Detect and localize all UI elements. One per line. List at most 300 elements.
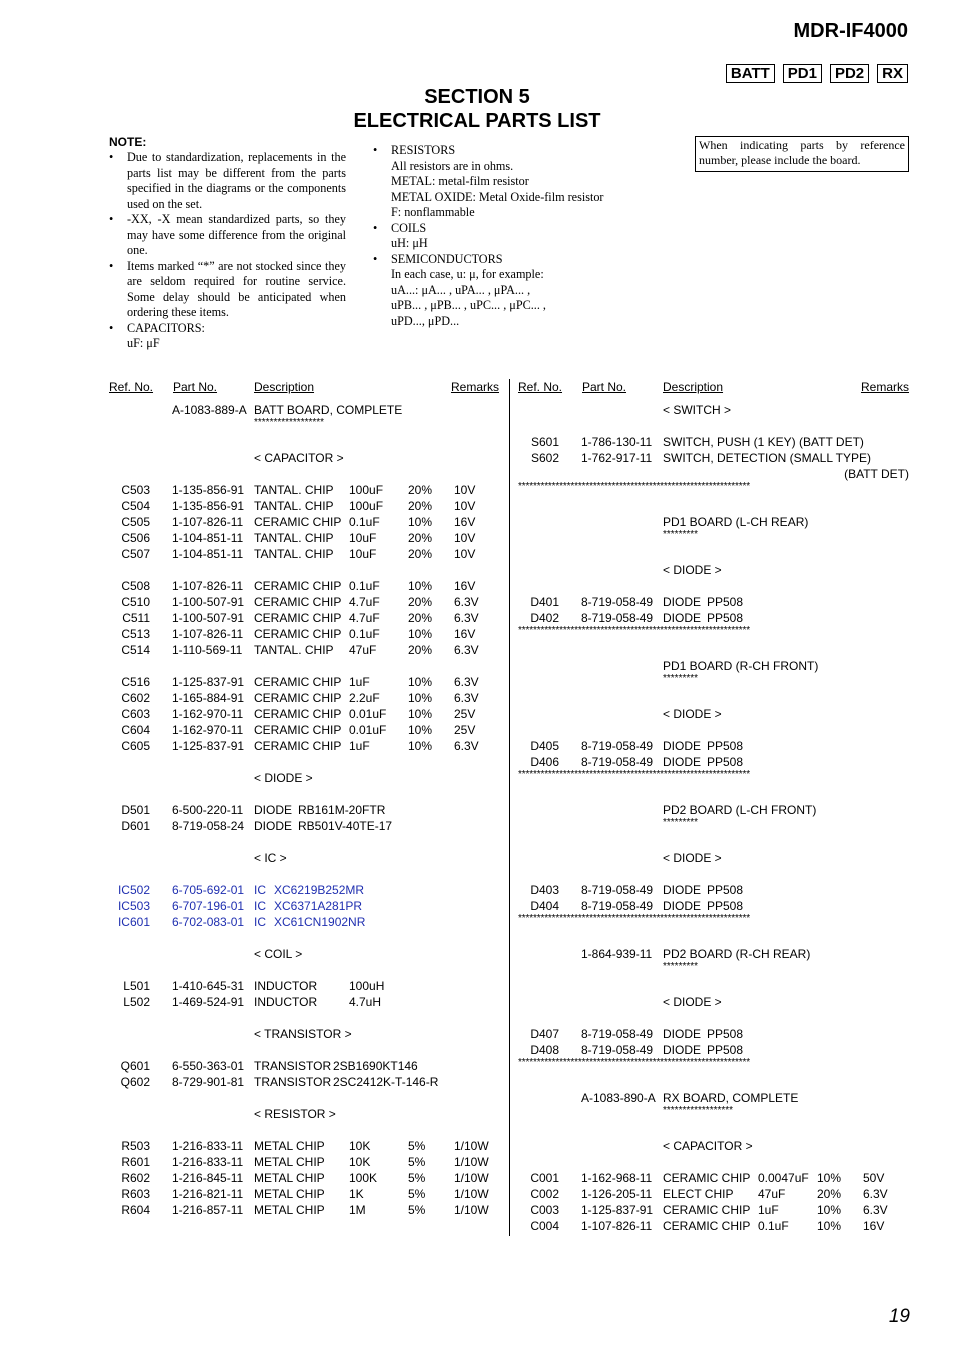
description: ****************** [254, 417, 325, 428]
part-no: 8-719-058-24 [172, 819, 245, 833]
ref-no: D406 [530, 755, 559, 769]
tolerance: 20% [408, 547, 433, 561]
ref-no: C513 [121, 627, 150, 641]
note-item: • COILS uH: μH [373, 221, 643, 252]
spacer-row [109, 866, 501, 882]
table-header [109, 380, 501, 396]
description: < DIODE > [254, 771, 313, 785]
type: PP508 [707, 611, 744, 625]
table-row [109, 530, 501, 546]
table-row [518, 994, 909, 1010]
note-item: • RESISTORS All resistors are in ohms. METAL: metal-film resistor METAL OXIDE: Metal Oxide-film resistor F: nonflammable [373, 143, 643, 221]
table-row [109, 1074, 501, 1090]
value: 100uH [349, 979, 385, 993]
ref-no: L502 [123, 995, 150, 1009]
ref-no: IC601 [117, 915, 150, 929]
ref-no: C516 [121, 675, 150, 689]
tolerance: 10% [408, 723, 433, 737]
part-no: 1-126-205-11 [581, 1187, 653, 1201]
description: < COIL > [254, 947, 303, 961]
tolerance: 10% [408, 691, 433, 705]
table-row [109, 482, 501, 498]
table-row [109, 850, 501, 866]
spacer-row [518, 786, 909, 802]
spacer-row [518, 978, 909, 994]
table-row [518, 514, 909, 530]
type: XC61CN1902NR [274, 915, 366, 929]
part-no: 1-135-856-91 [172, 499, 245, 513]
part-no: 6-550-363-01 [172, 1059, 245, 1073]
part-no: 1-100-507-91 [172, 595, 245, 609]
table-row [109, 898, 501, 914]
value: 4.7uF [349, 611, 380, 625]
table-row [109, 914, 501, 930]
part-no: 8-719-058-49 [581, 611, 654, 625]
tolerance: 5% [408, 1187, 426, 1201]
description: < DIODE > [663, 851, 722, 865]
tolerance: 10% [817, 1219, 842, 1233]
tolerance: 10% [408, 739, 433, 753]
description: PD2 BOARD (L-CH FRONT) [663, 803, 817, 817]
table-row [518, 1138, 909, 1154]
ref-no: C514 [121, 643, 150, 657]
part-no: 8-719-058-49 [581, 1027, 654, 1041]
description: SWITCH, PUSH (1 KEY) (BATT DET) [663, 435, 864, 449]
ref-no: C503 [121, 483, 150, 497]
ref-no: D408 [530, 1043, 559, 1057]
table-row [109, 978, 501, 994]
remarks: (BATT DET) [844, 467, 909, 481]
description: ********* [663, 817, 699, 828]
description: < DIODE > [663, 563, 722, 577]
value: 2.2uF [349, 691, 380, 705]
ref-no: C508 [121, 579, 150, 593]
value: 1K [349, 1187, 364, 1201]
description: TANTAL. CHIP [254, 531, 334, 545]
description: DIODE [663, 1027, 702, 1041]
ref-no: C605 [121, 739, 150, 753]
spacer-row [109, 562, 501, 578]
spacer-row [109, 658, 501, 674]
ref-no: C603 [121, 707, 150, 721]
header-desc: Description [254, 380, 315, 394]
description: ********* [663, 961, 699, 972]
description: < RESISTOR > [254, 1107, 336, 1121]
table-row [518, 802, 909, 818]
rating: 16V [454, 627, 476, 641]
rating: 6.3V [454, 611, 479, 625]
tolerance: 10% [408, 579, 433, 593]
value: 4.7uH [349, 995, 382, 1009]
value: 1M [349, 1203, 366, 1217]
section-subtitle: ELECTRICAL PARTS LIST [353, 110, 601, 132]
tag-batt: BATT [726, 64, 775, 83]
table-row [109, 946, 501, 962]
ref-no: D403 [530, 883, 559, 897]
tolerance: 5% [408, 1139, 426, 1153]
rating: 16V [454, 579, 476, 593]
part-no: 8-719-058-49 [581, 595, 654, 609]
spacer-row [109, 466, 501, 482]
rating: 6.3V [454, 643, 479, 657]
spacer-row [518, 866, 909, 882]
description: DIODE [663, 595, 702, 609]
ref-no: R603 [121, 1187, 150, 1201]
spacer-row [109, 962, 501, 978]
part-no: 1-125-837-91 [172, 675, 245, 689]
ref-no: D402 [530, 611, 559, 625]
reference-note-box: When indicating parts by reference number, please include the board. [695, 136, 909, 172]
type: PP508 [707, 595, 744, 609]
part-no: 1-216-857-11 [172, 1203, 244, 1217]
spacer-row [518, 930, 909, 946]
description: SWITCH, DETECTION (SMALL TYPE) [663, 451, 872, 465]
ref-no: D405 [530, 739, 559, 753]
tolerance: 20% [408, 531, 433, 545]
description: TANTAL. CHIP [254, 643, 334, 657]
column-divider [509, 379, 510, 1236]
description: ********* [663, 673, 699, 684]
table-row [109, 514, 501, 530]
ref-no: IC503 [117, 899, 150, 913]
table-row [518, 402, 909, 418]
table-row [109, 882, 501, 898]
table-row [109, 802, 501, 818]
description: DIODE [663, 611, 702, 625]
part-no: 1-162-968-11 [581, 1171, 653, 1185]
tag-rx: RX [877, 64, 908, 83]
tolerance: 10% [408, 515, 433, 529]
parts-list-left [109, 380, 501, 1218]
ref-no: D601 [121, 819, 150, 833]
ref-no: C004 [530, 1219, 559, 1233]
type: 2SB1690KT146 [333, 1059, 418, 1073]
part-no: 1-107-826-11 [172, 515, 244, 529]
value: 1uF [349, 675, 370, 689]
table-row [109, 1058, 501, 1074]
tolerance: 20% [408, 595, 433, 609]
part-no: 1-104-851-11 [172, 547, 244, 561]
table-rows [109, 402, 501, 1218]
tolerance: 5% [408, 1203, 426, 1217]
table-row [109, 770, 501, 786]
description: DIODE [254, 803, 293, 817]
ref-no: L501 [123, 979, 150, 993]
rating: 6.3V [863, 1203, 888, 1217]
description: < CAPACITOR > [254, 451, 344, 465]
rating: 1/10W [454, 1139, 489, 1153]
value: 100K [349, 1171, 378, 1185]
ref-no: D501 [121, 803, 150, 817]
rating: 6.3V [454, 691, 479, 705]
part-no: 6-500-220-11 [172, 803, 244, 817]
table-row [518, 1090, 909, 1106]
table-row [109, 642, 501, 658]
table-row [109, 418, 501, 434]
part-no: 1-216-833-11 [172, 1139, 244, 1153]
ref-no: S602 [530, 451, 559, 465]
header-part: Part No. [173, 380, 218, 394]
value: 100uF [349, 483, 384, 497]
table-row [518, 850, 909, 866]
tolerance: 5% [408, 1155, 426, 1169]
tag-pd2: PD2 [830, 64, 869, 83]
table-row [109, 578, 501, 594]
ref-no: C504 [121, 499, 150, 513]
rating: 10V [454, 483, 476, 497]
table-row [518, 594, 909, 610]
part-no: 1-107-826-11 [172, 579, 244, 593]
part-no: 1-165-884-91 [172, 691, 245, 705]
table-row [518, 1026, 909, 1042]
note-item: • Due to standardization, replacements in the parts list may be different from the parts specified in the diagrams or the components used on the set. [109, 150, 346, 212]
description: METAL CHIP [254, 1155, 325, 1169]
description: CERAMIC CHIP [663, 1219, 751, 1233]
description: BATT BOARD, COMPLETE [254, 403, 403, 417]
description: TANTAL. CHIP [254, 499, 334, 513]
ref-no: D401 [530, 595, 559, 609]
part-no: 1-216-833-11 [172, 1155, 244, 1169]
table-row [518, 962, 909, 978]
part-no: 1-469-524-91 [172, 995, 245, 1009]
spacer-row [109, 786, 501, 802]
header-desc: Description [663, 380, 724, 394]
spacer-row [518, 546, 909, 562]
description: RX BOARD, COMPLETE [663, 1091, 799, 1105]
table-row [109, 450, 501, 466]
ref-no: R602 [121, 1171, 150, 1185]
description: TRANSISTOR [254, 1059, 332, 1073]
description: ELECT CHIP [663, 1187, 734, 1201]
table-row [109, 706, 501, 722]
ref-no: C602 [121, 691, 150, 705]
separator: ************************************************************** [518, 481, 750, 492]
value: 0.01uF [349, 707, 387, 721]
description: PD1 BOARD (R-CH FRONT) [663, 659, 819, 673]
table-row [109, 546, 501, 562]
type: RB501V-40TE-17 [298, 819, 393, 833]
description: METAL CHIP [254, 1139, 325, 1153]
table-row [109, 1202, 501, 1218]
ref-no: C003 [530, 1203, 559, 1217]
type: RB161M-20FTR [298, 803, 386, 817]
rating: 6.3V [454, 595, 479, 609]
part-no: 1-162-970-11 [172, 723, 244, 737]
type: PP508 [707, 899, 744, 913]
spacer-row [518, 1010, 909, 1026]
header-remarks: Remarks [860, 380, 909, 394]
table-row [518, 434, 909, 450]
part-no: 1-864-939-11 [581, 947, 653, 961]
note-heading: NOTE: [109, 135, 147, 149]
description: PD2 BOARD (R-CH REAR) [663, 947, 811, 961]
value: 100uF [349, 499, 384, 513]
ref-no: C604 [121, 723, 150, 737]
description: METAL CHIP [254, 1203, 325, 1217]
rating: 6.3V [863, 1187, 888, 1201]
ref-no: C506 [121, 531, 150, 545]
description: < CAPACITOR > [663, 1139, 753, 1153]
ref-no: R503 [121, 1139, 150, 1153]
rating: 1/10W [454, 1187, 489, 1201]
description: IC [254, 915, 266, 929]
tolerance: 5% [408, 1171, 426, 1185]
tolerance: 10% [408, 627, 433, 641]
note-item: • Items marked “*” are not stocked since they are seldom required for routine service. Some delay should be anticipated when ordering these items. [109, 259, 346, 321]
tolerance: 10% [817, 1171, 842, 1185]
part-no: 8-719-058-49 [581, 899, 654, 913]
spacer-row [518, 578, 909, 594]
table-row [109, 1170, 501, 1186]
table-rows [518, 402, 909, 1234]
description: CERAMIC CHIP [254, 579, 342, 593]
rating: 1/10W [454, 1171, 489, 1185]
ref-no: C510 [121, 595, 150, 609]
table-row [109, 498, 501, 514]
header-part: Part No. [582, 380, 627, 394]
table-row [518, 1218, 909, 1234]
ref-no: C507 [121, 547, 150, 561]
spacer-row [518, 418, 909, 434]
table-row [109, 1186, 501, 1202]
spacer-row [518, 1122, 909, 1138]
part-no: 1-786-130-11 [581, 435, 653, 449]
part-no: A-1083-889-A [172, 403, 247, 417]
table-row [109, 626, 501, 642]
tolerance: 10% [817, 1203, 842, 1217]
rating: 10V [454, 547, 476, 561]
ref-no: Q602 [120, 1075, 150, 1089]
ref-no: C505 [121, 515, 150, 529]
description: IC [254, 883, 266, 897]
value: 10K [349, 1139, 371, 1153]
ref-no: S601 [530, 435, 559, 449]
description: CERAMIC CHIP [663, 1171, 751, 1185]
table-row [109, 818, 501, 834]
table-row [109, 994, 501, 1010]
table-row [518, 674, 909, 690]
description: DIODE [663, 739, 702, 753]
part-no: 1-100-507-91 [172, 611, 245, 625]
spacer-row [109, 1042, 501, 1058]
note-item: • SEMICONDUCTORS In each case, u: μ, for example: uA...: μA... , uPA... , μPA... , uPB... , μPB... , uPC... , μPC... , uPD..., μPD... [373, 252, 643, 330]
spacer-row [109, 1010, 501, 1026]
value: 0.1uF [349, 627, 380, 641]
part-no: 1-125-837-91 [172, 739, 245, 753]
tolerance: 20% [408, 643, 433, 657]
part-no: 8-729-901-81 [172, 1075, 245, 1089]
table-row [109, 1138, 501, 1154]
description: METAL CHIP [254, 1171, 325, 1185]
table-row [518, 1202, 909, 1218]
table-row [109, 1106, 501, 1122]
parts-list-right [518, 380, 909, 1234]
table-row [518, 530, 909, 546]
spacer-row [109, 754, 501, 770]
table-row [109, 1154, 501, 1170]
part-no: 1-110-569-11 [172, 643, 243, 657]
spacer-row [518, 642, 909, 658]
description: INDUCTOR [254, 979, 318, 993]
rating: 1/10W [454, 1155, 489, 1169]
value: 0.1uF [349, 515, 380, 529]
description: INDUCTOR [254, 995, 318, 1009]
part-no: 1-107-826-11 [581, 1219, 653, 1233]
rating: 16V [454, 515, 476, 529]
tolerance: 20% [408, 483, 433, 497]
table-row [109, 674, 501, 690]
type: XC6371A281PR [274, 899, 363, 913]
value: 47uF [349, 643, 377, 657]
value: 0.1uF [758, 1219, 789, 1233]
rating: 10V [454, 499, 476, 513]
description: CERAMIC CHIP [254, 707, 342, 721]
page-number: 19 [888, 1306, 910, 1327]
type: PP508 [707, 1043, 744, 1057]
table-row [518, 1186, 909, 1202]
description: TANTAL. CHIP [254, 483, 334, 497]
description: < IC > [254, 851, 287, 865]
table-row [518, 706, 909, 722]
separator: ************************************************************** [518, 913, 750, 924]
model-name: MDR-IF4000 [793, 20, 908, 42]
tolerance: 20% [817, 1187, 842, 1201]
table-row [109, 738, 501, 754]
tag-pd1: PD1 [783, 64, 822, 83]
table-row [518, 1106, 909, 1122]
ref-no: R604 [121, 1203, 150, 1217]
description: CERAMIC CHIP [254, 675, 342, 689]
description: ********* [663, 529, 699, 540]
tolerance: 10% [408, 675, 433, 689]
spacer-row [518, 498, 909, 514]
tolerance: 20% [408, 611, 433, 625]
description: CERAMIC CHIP [663, 1203, 751, 1217]
rating: 50V [863, 1171, 885, 1185]
description: CERAMIC CHIP [254, 723, 342, 737]
separator-row [518, 626, 909, 642]
table-row [518, 1170, 909, 1186]
rating: 6.3V [454, 739, 479, 753]
description: DIODE [663, 755, 702, 769]
description: < TRANSISTOR > [254, 1027, 352, 1041]
notes-right [373, 143, 643, 329]
type: PP508 [707, 755, 744, 769]
ref-no: C511 [122, 611, 150, 625]
part-no: 8-719-058-49 [581, 883, 654, 897]
separator-row [518, 482, 909, 498]
table-row [109, 610, 501, 626]
table-row [109, 722, 501, 738]
description: DIODE [663, 1043, 702, 1057]
description: CERAMIC CHIP [254, 595, 342, 609]
table-row [518, 882, 909, 898]
header-ref: Ref. No. [518, 380, 563, 394]
part-no: 1-104-851-11 [172, 531, 244, 545]
separator: ************************************************************** [518, 769, 750, 780]
description: CERAMIC CHIP [254, 627, 342, 641]
ref-no: Q601 [120, 1059, 150, 1073]
ref-no: R601 [121, 1155, 150, 1169]
note-item: • CAPACITORS: uF: μF [109, 321, 346, 352]
description: DIODE [254, 819, 293, 833]
spacer-row [518, 722, 909, 738]
part-no: 8-719-058-49 [581, 1043, 654, 1057]
table-row [518, 658, 909, 674]
part-no: 1-107-826-11 [172, 627, 244, 641]
value: 10uF [349, 547, 377, 561]
rating: 6.3V [454, 675, 479, 689]
